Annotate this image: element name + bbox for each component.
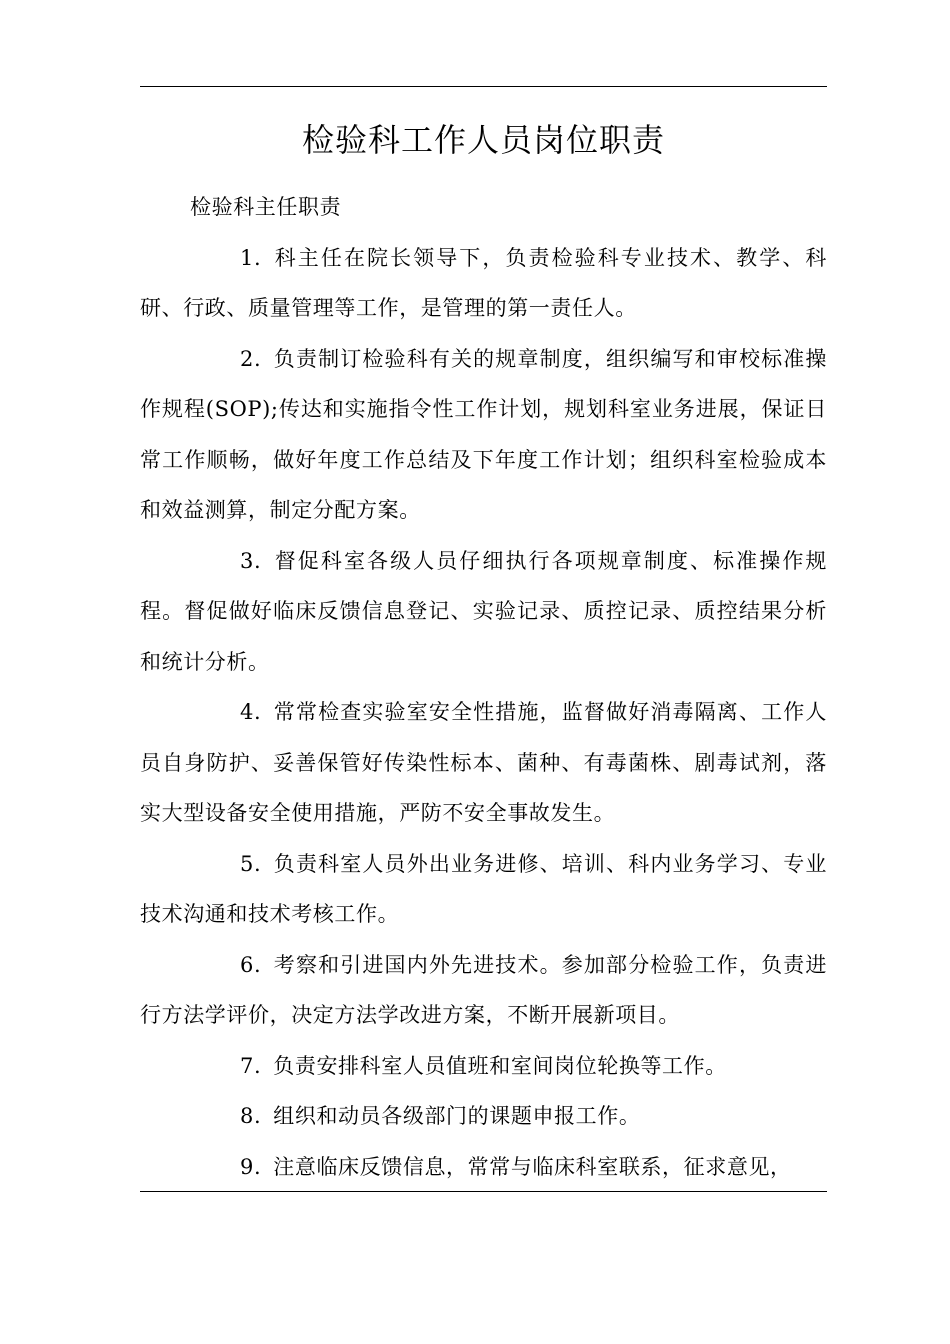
duty-item-5: [140, 839, 827, 940]
duty-item-7: [140, 1041, 827, 1092]
item-number: 2.: [240, 346, 262, 371]
document-title: 检验科工作人员岗位职责: [301, 121, 665, 159]
footer-rule: [140, 1191, 827, 1192]
item-text: 督促科室各级人员仔细执行各项规章制度、标准操作规程。督促做好临床反馈信息登记、实验记录、质控记录、质控结果分析和统计分析。: [140, 548, 827, 674]
duty-item-9: [140, 1142, 827, 1193]
item-text: 考察和引进国内外先进技术。参加部分检验工作，负责进行方法学评价，决定方法学改进方案，不断开展新项目。: [140, 952, 827, 1027]
item-number: 9.: [240, 1154, 262, 1179]
item-number: 6.: [240, 952, 262, 977]
duty-item-8: [140, 1091, 827, 1142]
item-number: 5.: [240, 851, 262, 876]
item-text: 负责科室人员外出业务进修、培训、科内业务学习、专业技术沟通和技术考核工作。: [140, 851, 827, 926]
item-number: 8.: [240, 1104, 262, 1128]
item-text: 常常检查实验室安全性措施，监督做好消毒隔离、工作人员自身防护、妥善保管好传染性标本、菌种、有毒菌株、剧毒试剂，落实大型设备安全使用措施，严防不安全事故发生。: [140, 700, 827, 825]
item-number: 1.: [240, 245, 262, 270]
document-body: [140, 182, 827, 1192]
item-text: 组织和动员各级部门的课题申报工作。: [273, 1104, 641, 1128]
duty-item-1: [140, 233, 827, 334]
item-text: 负责安排科室人员值班和室间岗位轮换等工作。: [273, 1053, 727, 1078]
item-text: 科主任在院长领导下，负责检验科专业技术、教学、科研、行政、质量管理等工作，是管理的第一责任人。: [140, 245, 827, 320]
header-rule: [140, 86, 827, 87]
duty-item-6: [140, 940, 827, 1041]
item-number: 7.: [240, 1053, 262, 1078]
section-heading: 检验科主任职责: [190, 195, 342, 219]
item-number: 4.: [240, 700, 262, 724]
item-text: 注意临床反馈信息，常常与临床科室联系，征求意见，: [273, 1154, 792, 1179]
item-text: 负责制订检验科有关的规章制度，组织编写和审校标准操作规程(SOP);传达和实施指令性工作计划，规划科室业务进展，保证日常工作顺畅，做好年度工作总结及下年度工作计划；组织科室检验成本和效益测算，制定分配方案。: [140, 346, 827, 522]
duty-item-4: [140, 687, 827, 839]
duty-item-2: [140, 334, 827, 536]
item-number: 3.: [240, 548, 262, 573]
duty-item-3: [140, 536, 827, 688]
